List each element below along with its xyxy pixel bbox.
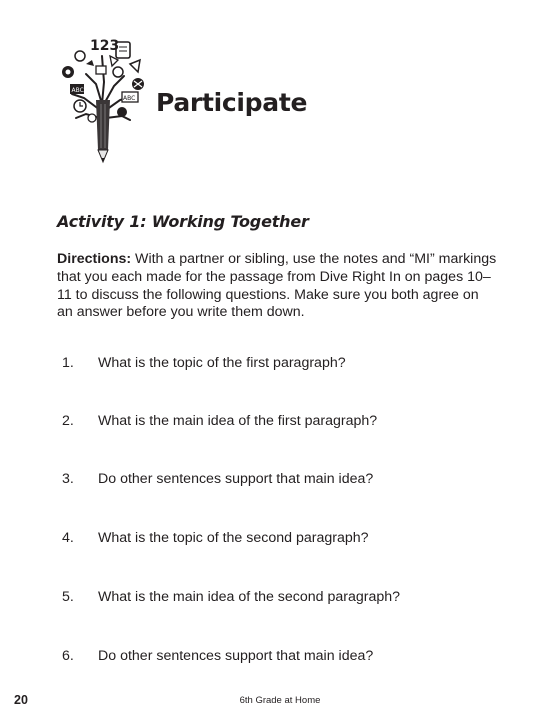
directions-label: Directions: xyxy=(57,251,132,267)
question-number: 5. xyxy=(62,589,74,605)
question-text: What is the topic of the second paragraph? xyxy=(98,530,369,546)
question-text: What is the topic of the first paragraph? xyxy=(98,355,346,371)
directions-text: With a partner or sibling, use the notes and “MI” markings that you each made for the passage from Dive Right In on pages 10–11 to discuss the following questions. Make sure you both agree on an answer before you write them down. xyxy=(57,251,497,321)
pencil-tree-logo-icon xyxy=(56,34,152,164)
question-number: 4. xyxy=(62,530,74,546)
footer-book-title: 6th Grade at Home xyxy=(239,695,321,706)
page-title: Participate xyxy=(156,88,308,117)
question-number: 3. xyxy=(62,471,74,487)
svg-text:123: 123 xyxy=(90,38,120,54)
question-text: Do other sentences support that main idea? xyxy=(98,471,374,487)
question-number: 6. xyxy=(62,648,74,664)
activity-title: Activity 1: Working Together xyxy=(57,212,309,231)
directions-paragraph xyxy=(57,251,497,322)
svg-text:ABC: ABC xyxy=(71,87,84,94)
svg-text:ABC: ABC xyxy=(123,95,136,102)
page-number: 20 xyxy=(14,693,28,707)
question-text: What is the main idea of the second paragraph? xyxy=(98,589,401,605)
question-number: 1. xyxy=(62,355,74,371)
question-number: 2. xyxy=(62,413,74,429)
question-text: Do other sentences support that main idea? xyxy=(98,648,374,664)
question-text: What is the main idea of the first paragraph? xyxy=(98,413,378,429)
